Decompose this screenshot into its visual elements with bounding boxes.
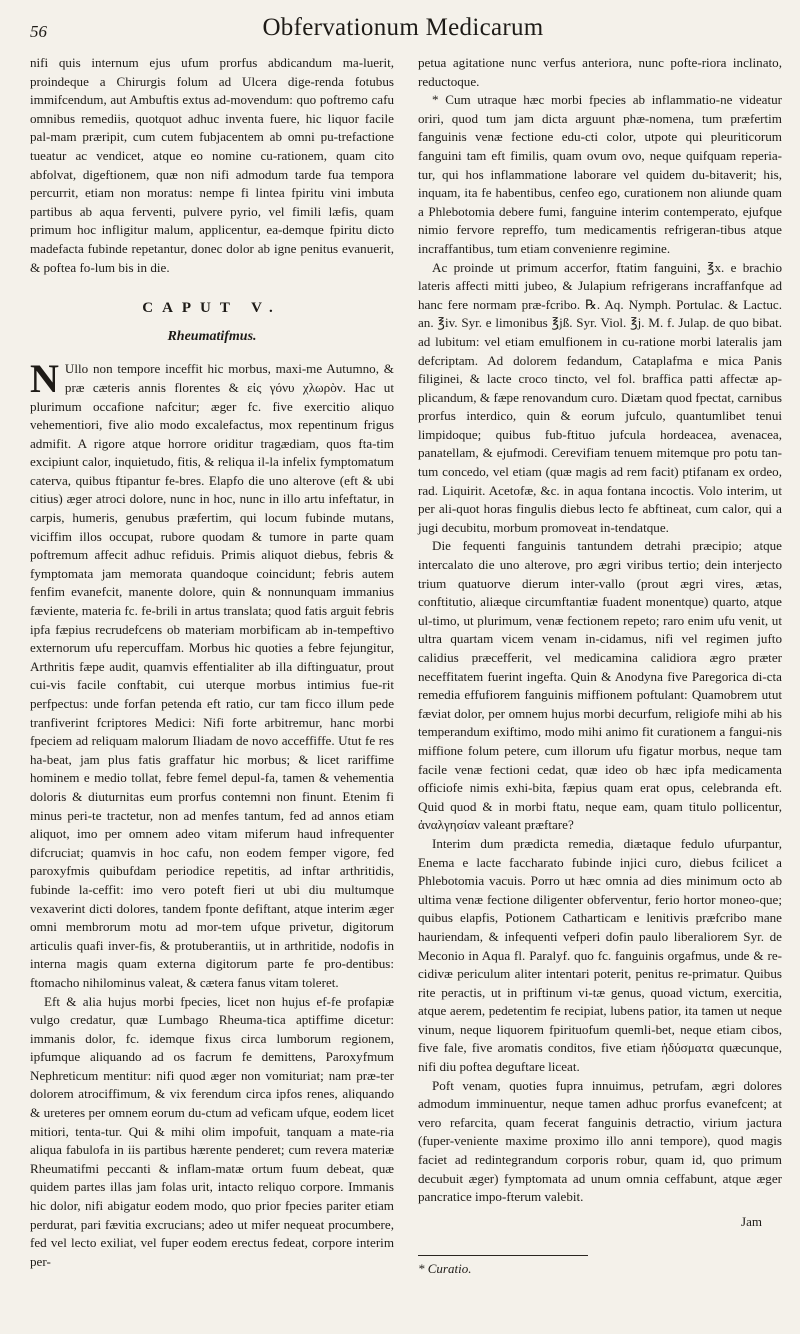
paragraph: Eft & alia hujus morbi fpecies, licet non hujus ef-fe profapiæ vulgo credatur, quæ Lumbago Rheuma-tica aptiffime dicetur: immanis dolor, fc. idemque fixus circa lumborum regionem, ipfumque aliquando ad os facrum fe demittens, Paroxyfmum Nephreticum mentitur: nifi quod æger non vomituriat; nam præ-ter dolorem atrociffimum, & vix ferendum circa ipfos renes, aliquando & ureteres per omnem eorum du-ctum ad veficam ufque, eodem licet mitiori, tenta-tur. Qui & mihi olim impofuit, tanquam a mate-ria aliqua fabulofa in iis partibus hærente penderet; cum revera materiæ Rheumatifmi peccanti & inflam-matæ ortum fuum debeat, quæ quidem partes illas jam folas urit, intacto reliquo corpore. Immanis hic dolor, nifi abigatur eodem modo, quo prior fpecies pariter etiam perdurat, pari fævitia excrucians; adeo ut mifer nequeat procumbere, fed vel lecto exiliat, vel fuper eodem erectus fedeat, corpore interim per-: [30, 993, 394, 1269]
paragraph: [30, 356, 394, 992]
right-column: [418, 54, 782, 1324]
catchword: Jam: [741, 1213, 762, 1229]
chapter-heading: CAPUT V.: [142, 300, 282, 317]
page-header: [30, 14, 776, 48]
paragraph: Die fequenti fanguinis tantundem detrahi præcipio; atque intercalato die uno alterove, pro ægri viribus tertio; dein interjecto trium quatuorve dierum inter-vallo (prout ægri vires, ætas, conftitutio, aliæque circumftantiæ fuadent monentque) quarto, atque ul-timo, ut plurimum, venæ fectionem repeto; raro enim ufu venit, ut ultra quartam vicem venam in-cidamus, nifi vel regimen jufto calidius præcefferit, vel medicamina calidiora ægro præter neceffitatem fuerint ingefta. Quin & Anodyna five Paregorica di-cta remedia effufiorem fanguinis miffionem poftulant: Quamobrem utut fæviat dolor, per omnem hujus morbi decurfum, religiofe mihi ab his temperandum exiftimo, modo mihi animo fit curationem a fangui-nis miffione folum petere, cum illorum ufu figatur morbus, neque tam facile venæ fectioni cedat, quæ ideo ob hæc ipfa medicamenta officiofe nimis exhi-bita, fæpius quam erat opus, celebranda eft. Quid quod & in morbi ftatu, neque eam, quam titulo pollicentur, ἀναλγησίαν valeant præftare?: [418, 538, 782, 833]
paragraph: petua agitatione nunc verfus anteriora, nunc pofte-riora inclinato, reductoque.: [418, 55, 782, 89]
paragraph: * Cum utraque hæc morbi fpecies ab inflammatio-ne videatur oriri, quod tum jam dicta arguunt phæ-nomena, tum præfertim fanguinis venæ fectione edu-cti color, utpote qui pleuriticorum fanguini tam eft fimilis, quam ovum ovo, neque quifquam reperia-tur, qui hos inflammatione laborare vel quidem du-bitaverit; his, inquam, ita fe habentibus, cenfeo ego, curationem non aliunde quam a Phlebotomia debere fumi, fanguine interim contemperato, ejufque nimio fervore repreffo, tum medicamentis refrigeran-tibus atque incraffantibus, tum etiam convenienre regimine.: [418, 92, 782, 256]
paragraph: Ac proinde ut primum accerfor, ftatim fanguini, ℥x. e brachio lateris affecti mitti jubeo, & Julapium refrigerans incraffanfque ad hanc fere normam præ-fcribo. ℞. Aq. Nymph. Portulac. & Lactuc. an. ℥iv. Syr. e limonibus ℥jß. Syr. Viol. ℥j. M. f. Julap. de quo bibat. ad lubitum: vel etiam emulfionem in cu-ratione morbi lateralis jam defcriptam. Ad dolorem fedandum, Cataplafma e mica Panis filiginei, & lacte croco tincto, vel fol. braffica patti affectæ ap-plicandum, & fæpe renovandum curo. Diætam quod fpectat, carnibus prorfus interdico, quin & eorum jufculo, quantumlibet tenui limpidoque; quibus fub-ftituo jufcula hordeacea, avenacea, panatellam, & ejufmodi. Cerevifiam tenuem mitemque pro potu tan-tum concedo, vel etiam (quæ magis ad rem facit) ptifanam ex ordeo, rad. Liquirit. Acetofæ, &c. in aqua fontana incoctis. Volo interim, ut per ali-quot horas fingulis diebus lecto fe abftineat, cum calor, qui a jugi decubitu, morbum promoveat in-tendatque.: [418, 259, 782, 535]
drop-cap: N: [30, 356, 59, 402]
paragraph: Interim dum prædicta remedia, diætaque fedulo ufurpantur, Enema e lacte faccharato fubinde injici curo, diebus fcilicet a Phlebotomia vacuis. Porro ut hæc omnia ad dies minimum octo ab ultima venæ fectione diligenter obferventur, ferio hortor moneo-que; quibus elapfis, Potionem Catharticam e lenitivis præfcribo mane hauriendam, & infequenti vefperi dofin paulo liberaliorem Syr. de Meconio in Aqua fl. Paralyf. quo fc. fanguinis orgafmus, unde & re-cidivæ periculum aliter intentari poterit, penitus re-primatur. Quibus rite peractis, ut in priftinum vi-tæ genus, quoad victum, exercitia, atque aerem, pedetentim fe recipiat, lubens patior, ita tamen ut neque vinum, neque liquorem fpirituofum quemli-bet, neque etiam cibos, five fale, five aromatis conditos, five etiam ἡδύσματα quæcunque, nifi diu poftea deguftare liceat.: [418, 835, 782, 1075]
footnote-rule: [418, 1255, 588, 1256]
page-number: 56: [30, 22, 47, 41]
text-columns: [30, 54, 782, 1324]
running-title: Obfervationum Medicarum: [262, 14, 544, 41]
chapter-title: Rheumatifmus.: [167, 328, 257, 344]
paragraph: Poft venam, quoties fupra innuimus, petrufam, ægri dolores admodum imminuentur, neque tamen adhuc prorfus evanefcent; at vero refarcita, quam fecerat fanguinis detractio, virium jactura (fuper-veniente maxime proximo illo anni tempore), quod magis faciet ad redintegrandum corporis robur, quam id, quo primum decubuit æger) fymptomata ad unum omnia ceffabunt, atque æger pancratice impo-fterum valebit.: [418, 1077, 782, 1205]
footnote: * Curatio.: [418, 1261, 472, 1277]
paragraph: nifi quis internum ejus ufum prorfus abdicandum ma-luerit, proindeque a Chirurgis folum ad Ulcera dige-renda fotubus immifcendum, aut Ambuftis extus ad-movendum: quo poftremo cafu omnibus remediis, quotquot adhuc inventa fuere, hic liquor facile pal-mam præripit, cum cutem fubjacentem ab omni pu-trefactione tueatur ac vendicet, atque eo nomine cu-rationem, quam cito abfolvat, digeftionem, quæ non nifi admodum tarde fua tempora percurrit, etiam non moratus: nempe fi lintea fpiritu vini imbuta partibus ab aqua ferventi, pulvere pyrio, vel fimili læfis, quam primum hoc infligitur malum, applicentur, ea-demque fpiritu dicto madefacta fubinde repetantur, donec dolor ab igne penitus evanuerit, & poftea fo-lum bis in die.: [30, 55, 394, 275]
paragraph-text: Ullo non tempore inceffit hic morbus, maxi-me Autumno, & præ cæteris annis florentes & εἰς γόνυ χλωρὸν. Hac ut plurimum occafione nafcitur; æger fc. five exercitio aliquo vehementiori, five alio modo excalefactus, mox repentinum frigus admifit. A rigore atque horrore oriditur tragædiam, quos fta-tim excipiunt calor, inquietudo, fitis, & reliqua il-la infelix fymptomatum caterva, quibus ftipantur fe-bres. Elapfo die uno alterove (eft & ubi citius) æger atroci dolore, nunc in hoc, nunc in illo artu infeftatur, in carpis, humeris, genubus præfertim, qui locum fubinde mutans, viciffim illos occupat, rubore quodam & tumore in parte quam poftremum affecit adhuc refiduis. Primis aliquot diebus, febris & fymptomata jam memorata quandoque coincidunt; febris autem fenfim evanefcit, manente dolore, quin & nonnunquam immanius fæviente, materia fc. fe-brili in artus translata; quod fatis arguit febris ipfa fæpius recrudefcens ob materiam morbificam ab in-tempeftivo externorum ufu repercuffam. Morbus hic quoties a febre fejungitur, Arthritis fæpe audit, quamvis effentialiter ab illa diftinguatur, prout cui-vis facile conftabit, cui uterque morbus intimius fue-rit perfpectus: unde forfan petenda eft ratio, cur tam ficco illum pede tranfiverint fcriptores Medici: Nifi forte arbitremur, hanc morbi fpeciem ad reliquam malorum Iliadam de novo acceffiffe. Utut fe res ha-beat, jam plus fatis graffatur hic morbus; & licet rariffime hominem e medio tollat, febre femel depul-fa, tamen & vehementia doloris & diuturnitas eum prorfus contemni non finunt. Etenim fi minus peri-te tractetur, non ad menfes tantum, fed ad annos etiam aliquot, imo per omnem adeo vitam miferum haud infrequenter difcruciat; quamvis in hoc cafu, non eodem femper vigore, fed paroxyfmis quibufdam periodice repetitis, ad inftar arthritidis, fubinde la-ceffit: imo vero poteft fieri ut ubi diu multumque vexaverint dicti dolores, tandem fponte defiftant, atque interim æger omni membrorum motu ad mor-tem ufque privetur, digitorum articulis quafi inver-fis, & protuberantiis, ut in arthritide, nodofis in interna magis quam externa digitorum parte fe pro-dentibus: ftomacho nihilominus valeat, & cætera fanus vitam toleret.: [30, 361, 394, 990]
left-column: [30, 54, 394, 1324]
